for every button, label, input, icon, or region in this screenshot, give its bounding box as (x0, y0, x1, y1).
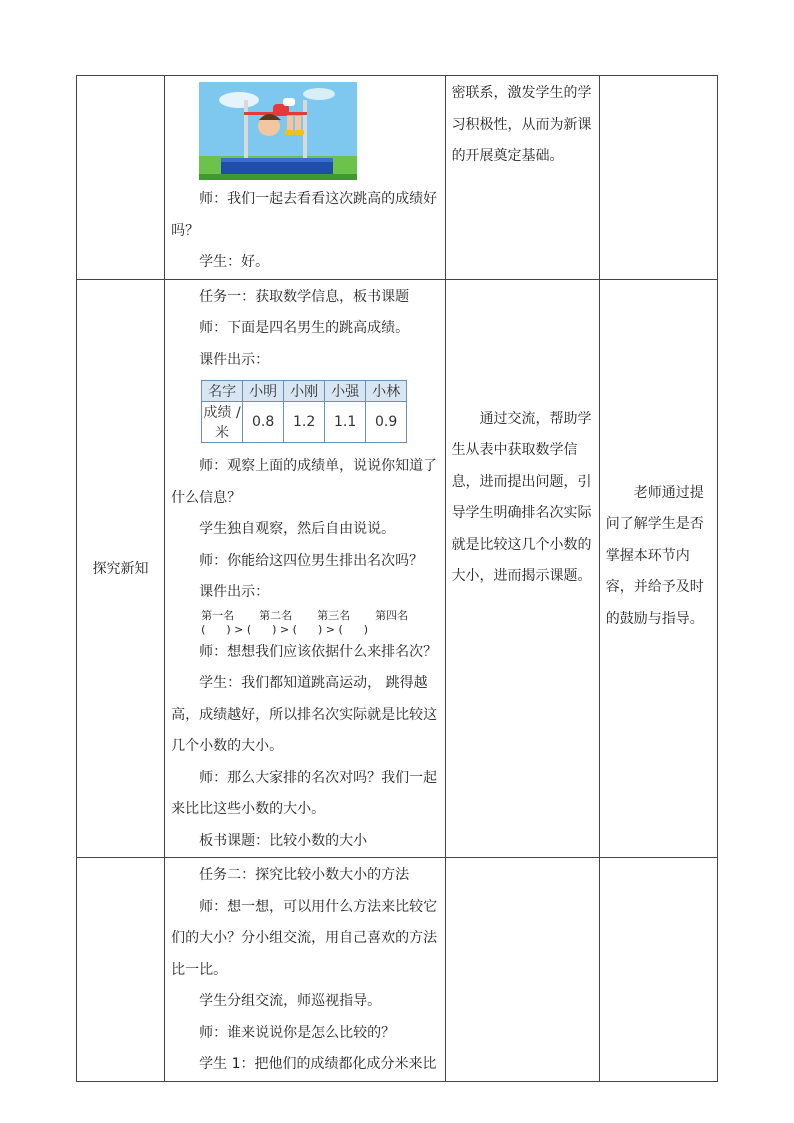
rank-label: 第一名 (201, 608, 235, 622)
rank-blanks: ( ) > ( ) > ( ) > ( ) (201, 622, 369, 636)
lesson-plan-table (76, 75, 718, 1082)
paragraph: 课件出示： (199, 351, 270, 368)
score-table-header: 小林 (366, 381, 407, 402)
score-table-header: 名字 (202, 381, 243, 402)
activity-cell (165, 76, 445, 280)
table-row (77, 76, 718, 280)
score-table-cell: 成绩 / 米 (202, 402, 243, 443)
score-table-header: 小刚 (284, 381, 325, 402)
paragraph: 师：你能给这四位男生排出名次吗？ (199, 552, 424, 569)
score-table-cell: 0.8 (243, 402, 284, 443)
score-table-header: 小明 (243, 381, 284, 402)
paragraph: 师：那么大家排的名次对吗？我们一起来比比这些小数的大小。 (171, 769, 438, 817)
table-row (77, 279, 718, 858)
paragraph: 任务一：获取数学信息，板书课题 (199, 288, 410, 305)
paragraph: 学生独自观察，然后自由说说。 (199, 521, 396, 537)
activity-cell (165, 858, 445, 1082)
paragraph: 任务二：探究比较小数大小的方法 (199, 867, 410, 883)
paragraph: 师：想想我们应该依据什么来排名次？ (199, 643, 438, 660)
rank-labels (201, 609, 440, 623)
stage-cell (77, 76, 165, 280)
score-table-cell: 0.9 (366, 402, 407, 443)
rank-label: 第三名 (317, 608, 351, 622)
score-table-header: 小强 (325, 381, 366, 402)
score-table-cell: 1.2 (284, 402, 325, 443)
paragraph: 师：想一想，可以用什么方法来比较它们的大小？分小组交流，用自己喜欢的方法比一比。 (171, 898, 438, 978)
paragraph: 密联系，激发学生的学习积极性，从而为新课的开展奠定基础。 (451, 85, 592, 164)
table-row (77, 858, 718, 1082)
paragraph: 通过交流，帮助学生从表中获取数学信息，进而提出问题，引导学生明确排名次实际就是比较这几个小数的大小，进而揭示课题。 (451, 410, 592, 584)
evaluation-cell (599, 858, 717, 1082)
paragraph: 学生：我们都知道跳高运动， 跳得越高，成绩越好，所以排名次实际就是比较这几个小数的大小。 (171, 675, 438, 754)
paragraph: 板书课题：比较小数的大小 (199, 832, 368, 849)
design-intent-cell (445, 76, 599, 280)
design-intent-cell (445, 858, 599, 1082)
stage-label-cell: 探究新知 (77, 279, 165, 858)
paragraph: 师：观察上面的成绩单，说说你知道了什么信息？ (171, 458, 438, 506)
paragraph: 学生 1：把他们的成绩都化成分米来比 (199, 1056, 437, 1072)
paragraph: 老师通过提问了解学生是否掌握本环节内容，并给予及时的鼓励与指导。 (605, 484, 704, 627)
paragraph: 师：谁来说说你是怎么比较的？ (199, 1024, 396, 1041)
activity-cell (165, 279, 445, 858)
paragraph: 师：我们一起去看看这次跳高的成绩好吗？ (171, 191, 438, 239)
design-intent-cell (445, 279, 599, 858)
paragraph: 课件出示： (199, 584, 270, 600)
evaluation-cell (599, 76, 717, 280)
paragraph: 学生分组交流，师巡视指导。 (199, 993, 382, 1009)
score-table-cell: 1.1 (325, 402, 366, 443)
stage-cell (77, 858, 165, 1082)
rank-label: 第四名 (375, 608, 409, 622)
paragraph: 学生：好。 (199, 254, 270, 270)
score-table (201, 380, 407, 443)
high-jump-illustration (199, 82, 357, 180)
paragraph: 师：下面是四名男生的跳高成绩。 (199, 320, 410, 336)
evaluation-cell (599, 279, 717, 858)
rank-label: 第二名 (259, 608, 293, 622)
